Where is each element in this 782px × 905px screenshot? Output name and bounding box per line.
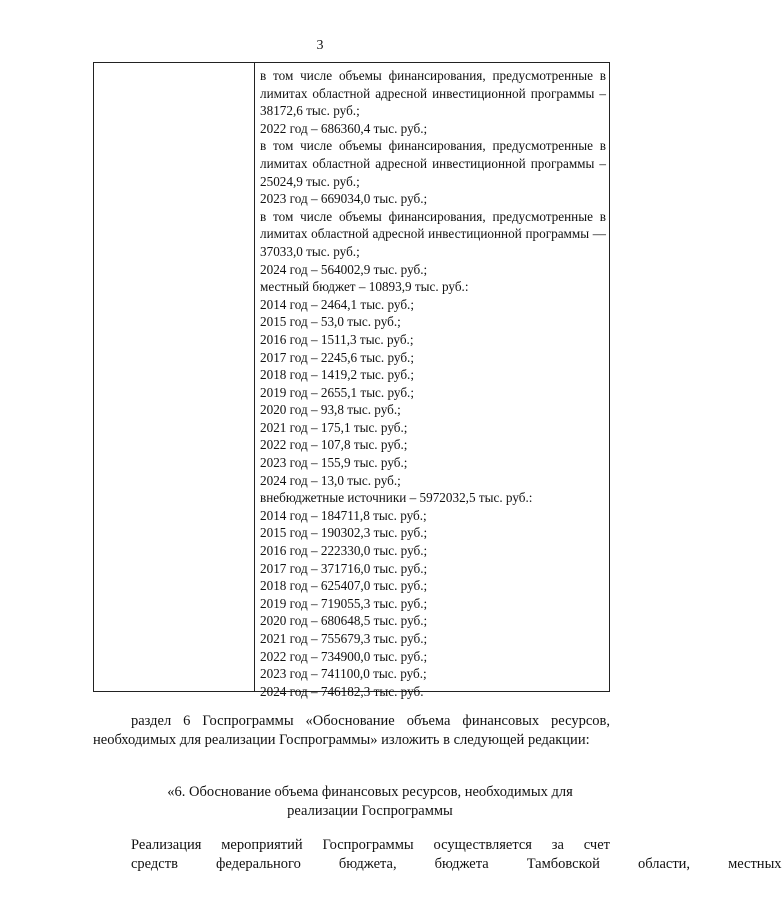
- cell-paragraph: в том числе объемы финансирования, предусмотренные в лимитах областной адресной инвестиционной программы – 25024,9 тыс. руб.;: [260, 138, 606, 189]
- cell-line: 2022 год – 107,8 тыс. руб.;: [260, 437, 408, 453]
- cell-line: 2023 год – 741100,0 тыс. руб.;: [260, 666, 427, 682]
- cell-line: 2024 год – 13,0 тыс. руб.;: [260, 472, 401, 488]
- paragraph-line: Реализация мероприятий Госпрограммы осуществляется за счет: [131, 837, 610, 853]
- cell-line: местный бюджет – 10893,9 тыс. руб.:: [260, 279, 469, 295]
- paragraph-section-6-amendment: раздел 6 Госпрограммы «Обоснование объема финансовых ресурсов, необходимых для реализации Госпрограммы» изложить в следующей редакции:: [93, 713, 610, 748]
- cell-line: 2014 год – 2464,1 тыс. руб.;: [260, 296, 415, 312]
- paragraph-word: Тамбовской: [526, 856, 600, 872]
- paragraph-line: [93, 855, 782, 874]
- cell-line: 2019 год – 719055,3 тыс. руб.;: [260, 595, 428, 611]
- paragraph-implementation: [93, 836, 782, 874]
- cell-line: 2020 год – 680648,5 тыс. руб.;: [260, 613, 428, 629]
- cell-line: 2019 год – 2655,1 тыс. руб.;: [260, 384, 415, 400]
- table-right-cell: [260, 67, 606, 700]
- cell-line: 2023 год – 155,9 тыс. руб.;: [260, 455, 408, 471]
- cell-line: 2015 год – 53,0 тыс. руб.;: [260, 314, 401, 330]
- table-column-divider: [254, 63, 255, 691]
- paragraph-word: бюджета: [434, 856, 489, 872]
- cell-line: 2015 год – 190302,3 тыс. руб.;: [260, 525, 428, 541]
- financing-table: [93, 62, 610, 699]
- cell-line: 2018 год – 625407,0 тыс. руб.;: [260, 578, 428, 594]
- cell-line: внебюджетные источники – 5972032,5 тыс. руб.:: [260, 490, 533, 506]
- cell-line: 2016 год – 222330,0 тыс. руб.;: [260, 543, 428, 559]
- cell-line: 2020 год – 93,8 тыс. руб.;: [260, 402, 401, 418]
- cell-line: 2023 год – 669034,0 тыс. руб.;: [260, 191, 428, 207]
- cell-line: 2024 год – 746182,3 тыс. руб.: [260, 683, 424, 699]
- page-number: 3: [316, 38, 324, 53]
- paragraph-word: средств: [131, 856, 178, 872]
- paragraph-word: области,: [637, 856, 691, 872]
- cell-line: 2016 год – 1511,3 тыс. руб.;: [260, 331, 414, 347]
- paragraph-word: бюджета,: [338, 856, 397, 872]
- cell-line: 2024 год – 564002,9 тыс. руб.;: [260, 261, 428, 277]
- cell-line: 2021 год – 175,1 тыс. руб.;: [260, 419, 408, 435]
- cell-paragraph: в том числе объемы финансирования, предусмотренные в лимитах областной адресной инвестиционной программы — 37033,0 тыс. руб.;: [260, 208, 606, 259]
- paragraph-word: местных: [728, 856, 782, 872]
- cell-line: 2022 год – 734900,0 тыс. руб.;: [260, 648, 428, 664]
- cell-line: 2018 год – 1419,2 тыс. руб.;: [260, 367, 415, 383]
- cell-line: 2014 год – 184711,8 тыс. руб.;: [260, 507, 427, 523]
- section-6-heading: «6. Обоснование объема финансовых ресурсов, необходимых для реализации Госпрограммы: [167, 784, 573, 819]
- cell-line: 2021 год – 755679,3 тыс. руб.;: [260, 631, 428, 646]
- cell-line: 2017 год – 371716,0 тыс. руб.;: [260, 560, 428, 576]
- paragraph-word: федерального: [215, 856, 301, 872]
- cell-line: 2022 год – 686360,4 тыс. руб.;: [260, 120, 428, 136]
- cell-line: 2017 год – 2245,6 тыс. руб.;: [260, 349, 415, 365]
- cell-paragraph: в том числе объемы финансирования, предусмотренные в лимитах областной адресной инвестиционной программы – 38172,6 тыс. руб.;: [260, 68, 606, 119]
